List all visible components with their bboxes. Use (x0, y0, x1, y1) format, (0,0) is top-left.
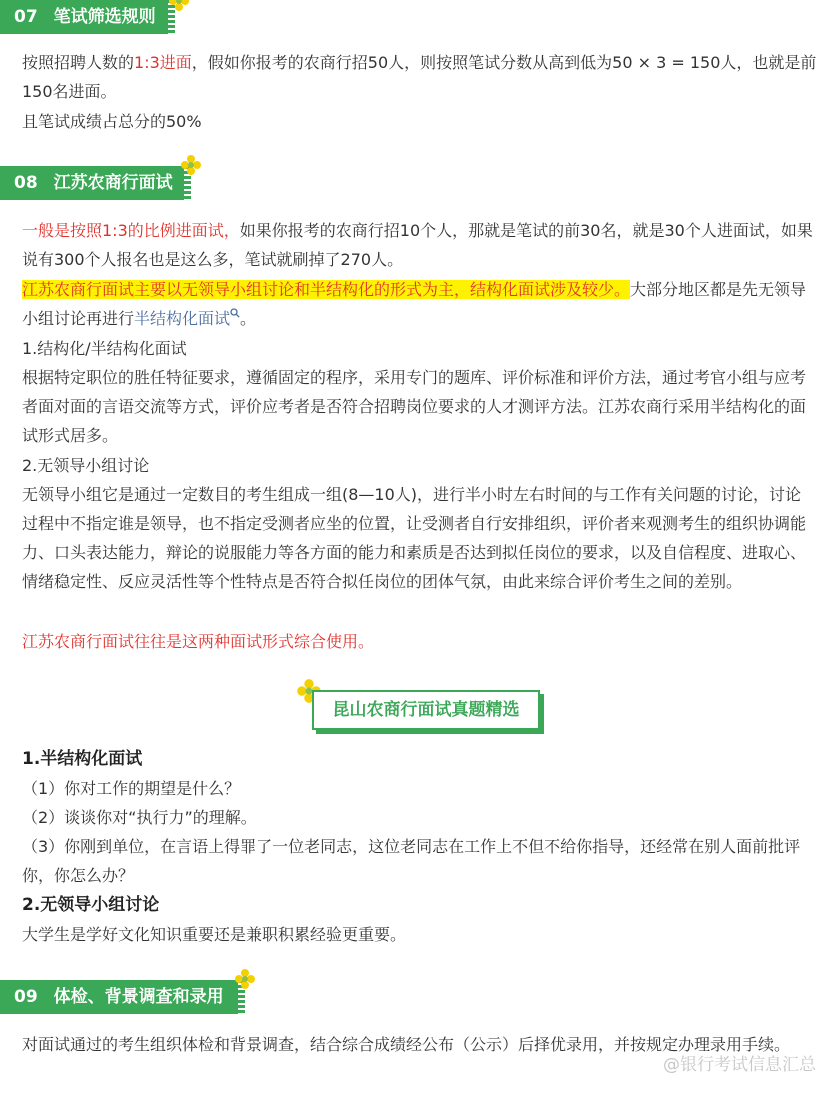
text: 大部分地区都是先无领导小组讨论再进行 (22, 280, 807, 328)
s08-heading-2: 2.无领导小组讨论 (22, 456, 150, 475)
flower-icon (168, 0, 190, 12)
s08-heading-1: 1.结构化/半结构化面试 (22, 339, 187, 358)
kunshan-question-4: 大学生是学好文化知识重要还是兼职积累经验更重要。 (22, 925, 407, 944)
section-bar-07 (0, 0, 168, 34)
kunshan-question-2: （2）谈谈你对“执行力”的理解。 (22, 808, 257, 827)
s09-paragraph-1: 对面试通过的考生组织体检和背景调查，结合综合成绩经公布（公示）后择优录用，并按规定办理录用手续。 (22, 1035, 791, 1054)
section-number: 09 (14, 987, 38, 1007)
kunshan-question-1: （1）你对工作的期望是什么？ (22, 779, 241, 798)
kunshan-heading-2: 2.无领导小组讨论 (22, 895, 160, 915)
s08-paragraph-3: 根据特定职位的胜任特征要求，遵循固定的程序，采用专门的题库、评价标准和评价方法，通过考官小组与应考者面对面的言语交流等方式，评价应考者是否符合招聘岗位要求的人才测评方法。江苏农商行采用半结构化的面试形式居多。 (22, 368, 807, 445)
s08-paragraph-2 (22, 275, 817, 333)
text: 如果你报考的农商行招10个人，那就是笔试的前30名，就是30个人进面试，如果说有300个人报名也是这么多，笔试就刷掉了270人。 (22, 221, 813, 269)
s07-paragraph-2: 且笔试成绩占总分的50% (22, 112, 202, 131)
s08-paragraph-4: 无领导小组它是通过一定数目的考生组成一组(8—10人)，进行半小时左右时间的与工作有关问题的讨论，讨论过程中不指定谁是领导，也不指定受测者应坐的位置，让受测者自行安排组织，评价者来观测考生的组织协调能力、口头表达能力，辩论的说服能力等各方面的能力和素质是否达到拟任岗位的要求，以及自信程度、进取心、情绪稳定性、反应灵活性等个性特点是否符合拟任岗位的团体气氛，由此来综合评价考生之间的差别。 (22, 485, 807, 591)
kunshan-heading-1: 1.半结构化面试 (22, 749, 143, 769)
section-title: 江苏农商行面试 (53, 173, 173, 193)
section-number: 07 (14, 7, 38, 27)
highlighted-text: 江苏农商行面试主要以无领导小组讨论和半结构化的形式为主，结构化面试涉及较少。 (22, 280, 631, 299)
search-icon[interactable] (230, 308, 240, 318)
watermark: @银行考试信息汇总 (663, 1055, 816, 1075)
flower-icon (180, 154, 202, 176)
section-bar-08 (0, 166, 184, 200)
text: ，假如你报考的农商行招50人，则按照笔试分数从高到低为50 × 3 = 150人，也就是前150名进面。 (22, 53, 817, 101)
text: 按照招聘人数的 (22, 53, 135, 72)
keyword-link[interactable]: 半结构化面试 (134, 309, 231, 328)
kunshan-question-3: （3）你刚到单位，在言语上得罪了一位老同志，这位老同志在工作上不但不给你指导，还经常在别人面前批评你，你怎么办？ (22, 837, 801, 885)
s07-paragraph-1 (22, 48, 817, 106)
text: 。 (240, 309, 257, 328)
section-title: 笔试筛选规则 (53, 7, 156, 27)
red-text: 一般是按照1:3的比例进面试， (22, 221, 240, 240)
red-text: 1:3进面 (134, 53, 192, 72)
section-bar-09 (0, 980, 238, 1014)
section-title: 体检、背景调查和录用 (53, 987, 224, 1007)
s08-paragraph-5: 江苏农商行面试往往是这两种面试形式综合使用。 (22, 632, 375, 651)
s08-paragraph-1 (22, 216, 817, 274)
kunshan-title-box: 昆山农商行面试真题精选 (312, 690, 540, 730)
section-number: 08 (14, 173, 38, 193)
flower-icon (234, 968, 256, 990)
